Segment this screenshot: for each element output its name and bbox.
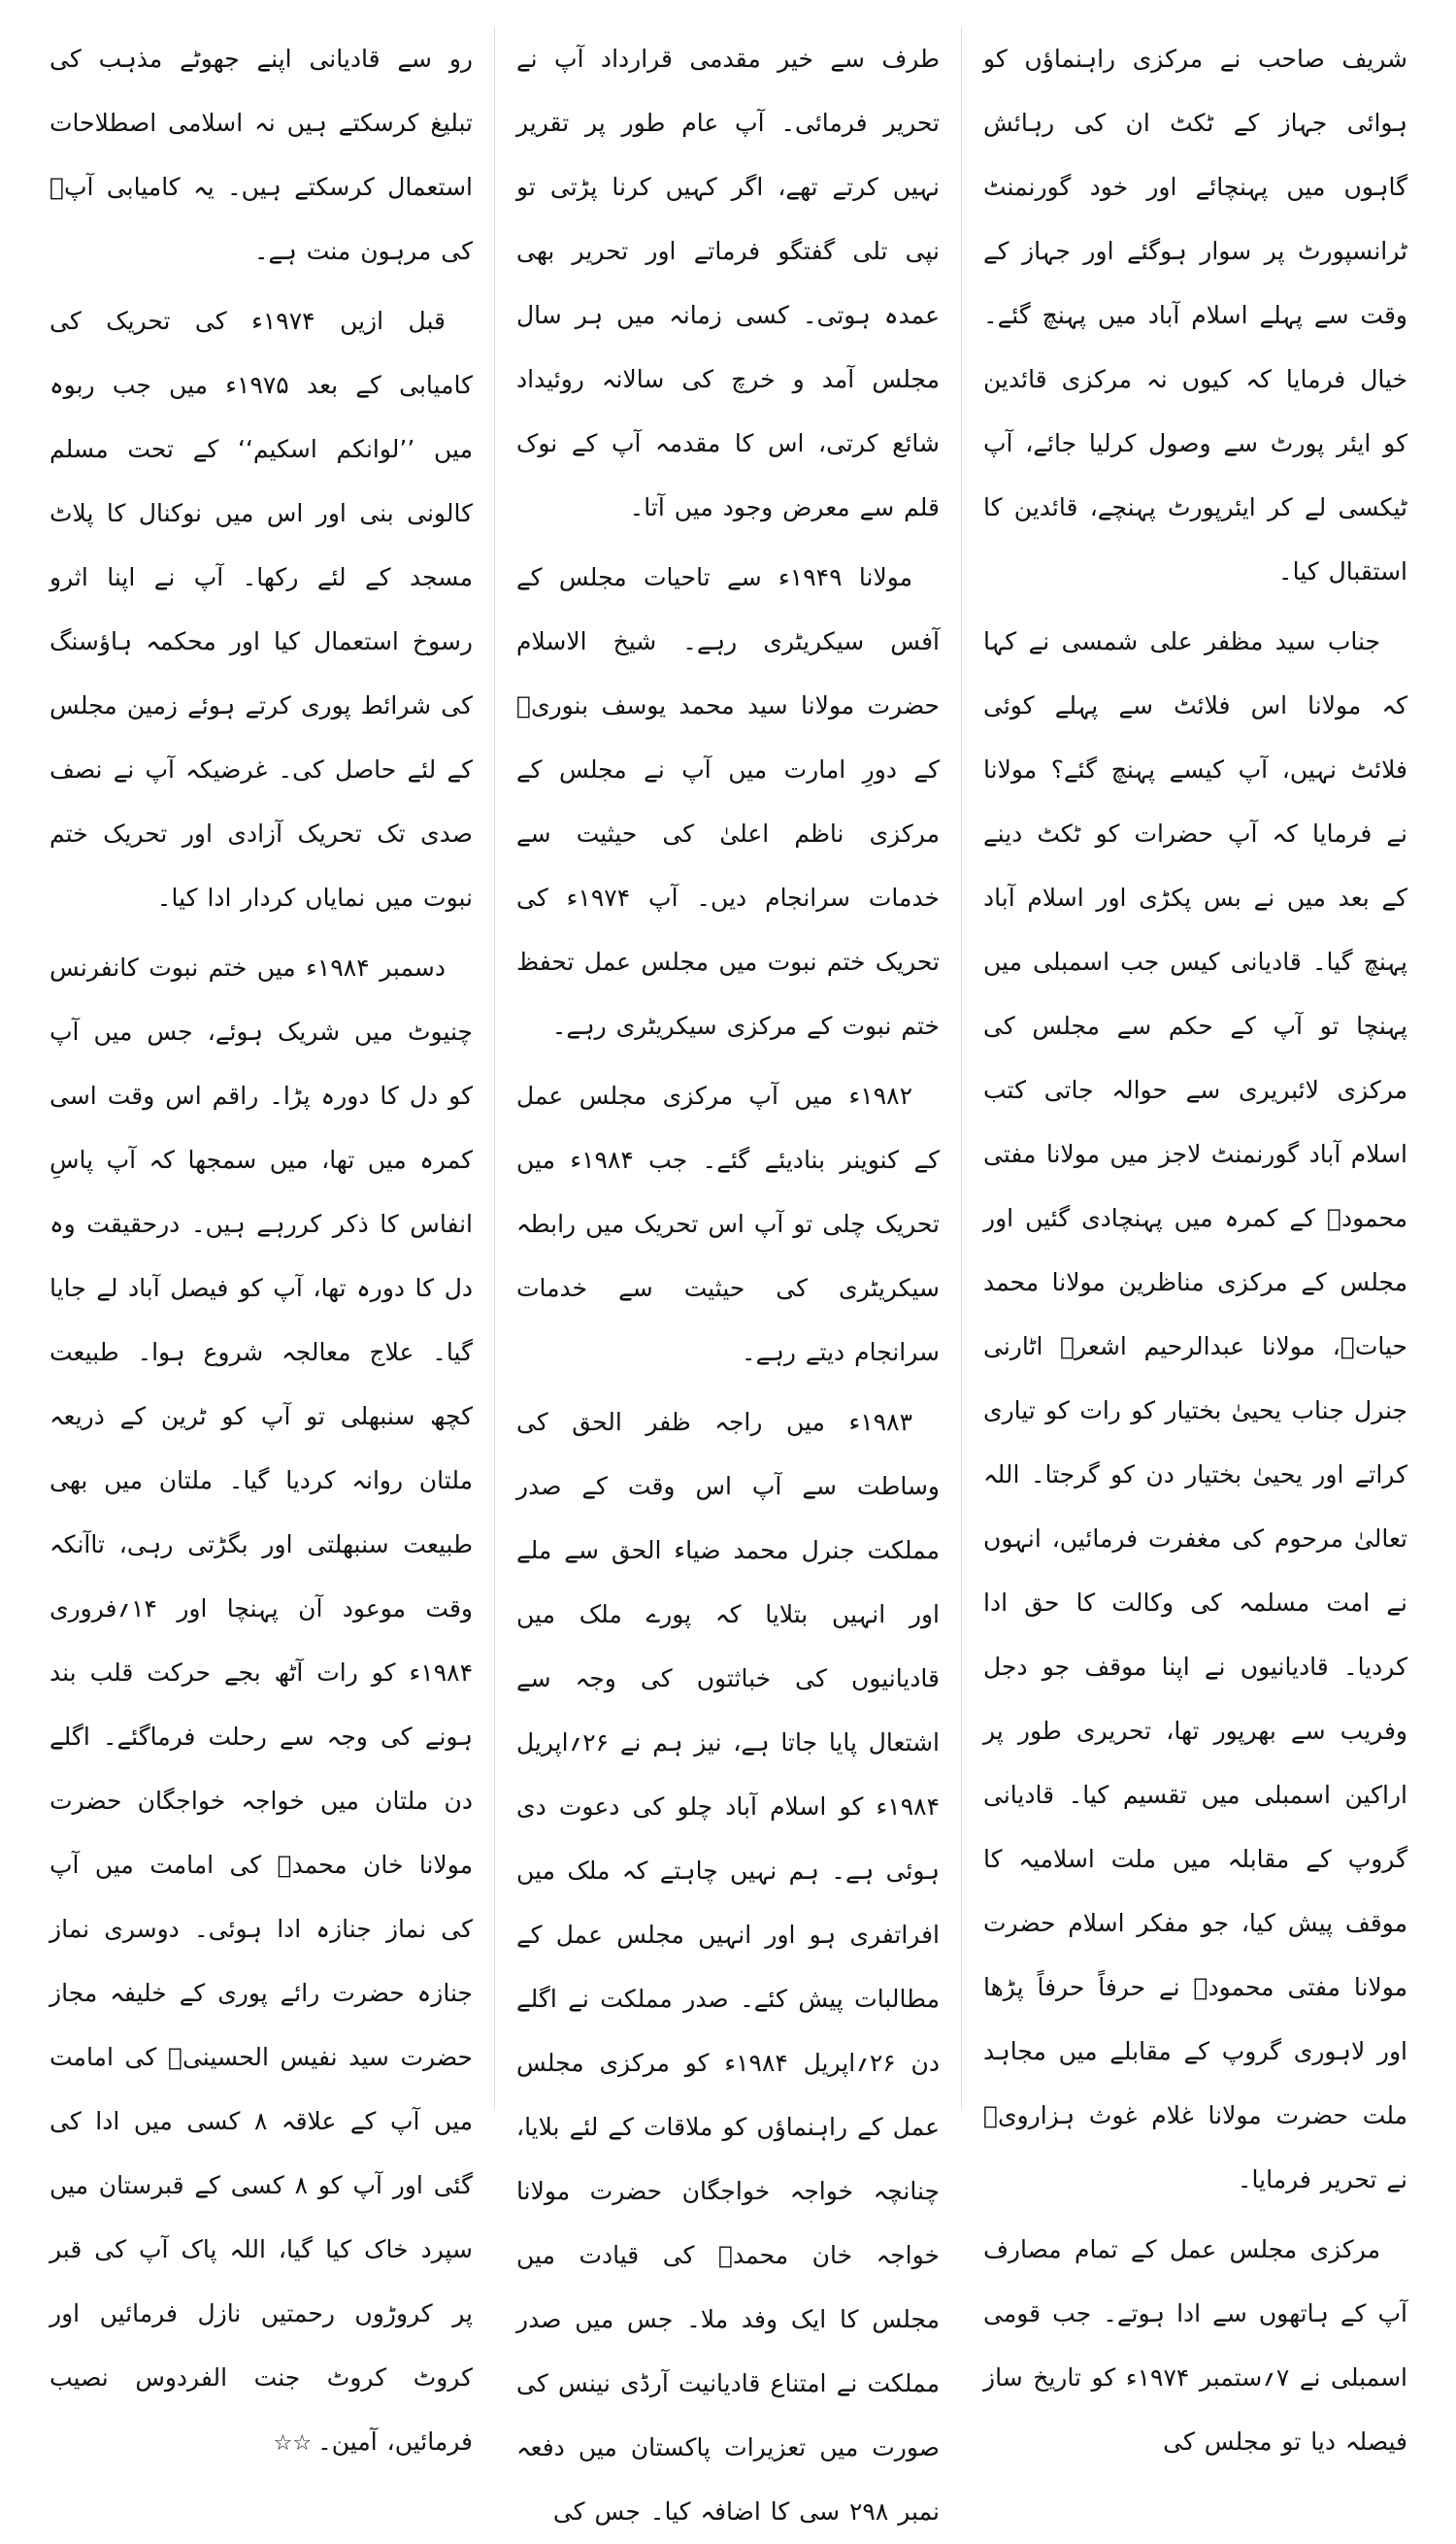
paragraph: قبل ازیں ۱۹۷۴ء کی تحریک کی کامیابی کے بعد ۱۹۷۵ء میں جب ربوہ میں ’’لوانکم اسکیم‘‘ کے تحت مسلم کالونی بنی اور اس میں نوکنال کا پلاٹ مسجد کے لئے رکھا۔ آپ نے اپنا اثرو رسوخ استعمال کیا اور محکمہ ہاؤسنگ کی شرائط پوری کرتے ہوئے زمین مجلس کے لئے حاصل کی۔ غرضیکہ آپ نے نصف صدی تک تحریک آزادی اور تحریک ختم نبوت میں نمایاں کردار ادا کیا۔ <box>50 307 473 912</box>
paragraph: طرف سے خیر مقدمی قرارداد آپ نے تحریر فرمائی۔ آپ عام طور پر تقریر نہیں کرتے تھے، اگر کہیں کرنا پڑتی تو نپی تلی گفتگو فرماتے اور تحریر بھی عمدہ ہوتی۔ کسی زمانہ میں ہر سال مجلس آمد و خرچ کی سالانہ روئیداد شائع کرتی، اس کا مقدمہ آپ کے نوک قلم سے معرض وجود میں آتا۔ <box>516 45 940 521</box>
text-column-left <box>28 27 495 2456</box>
end-of-article-mark: ☆☆ <box>273 2431 313 2456</box>
text-column-right <box>962 27 1429 2456</box>
paragraph: ۱۹۸۲ء میں آپ مرکزی مجلس عمل کے کنوینر بنادیئے گئے۔ جب ۱۹۸۴ء میں تحریک چلی تو آپ اس تحریک میں رابطہ سیکریٹری کی حیثیت سے خدمات سرانجام دیتے رہے۔ <box>516 1082 940 1366</box>
urdu-article-page <box>27 27 1429 2526</box>
paragraph-text: دسمبر ۱۹۸۴ء میں ختم نبوت کانفرنس چنیوٹ میں شریک ہوئے، جس میں آپ کو دل کا دورہ پڑا۔ راقم اس وقت اسی کمرہ میں تھا، میں سمجھا کہ آپ پاسِ انفاس کا ذکر کررہے ہیں۔ درحقیقت وہ دل کا دورہ تھا، آپ کو فیصل آباد لے جایا گیا۔ علاج معالجہ شروع ہوا۔ طبیعت کچھ سنبھلی تو آپ کو ٹرین کے ذریعہ ملتان روانہ کردیا گیا۔ ملتان میں بھی طبیعت سنبھلتی اور بگڑتی رہی، تاآنکہ وقت موعود آن پہنچا اور ۱۴؍فروری ۱۹۸۴ء کو رات آٹھ بجے حرکت قلب بند ہونے کی وجہ سے رحلت فرماگئے۔ اگلے دن ملتان میں خواجہ خواجگان حضرت مولانا خان محمدؒ کی امامت میں آپ کی نماز جنازہ ادا ہوئی۔ دوسری نماز جنازہ حضرت رائے پوری کے خلیفہ مجاز حضرت سید نفیس الحسینیؒ کی امامت میں آپ کے علاقہ ۸ کسی میں ادا کی گئی اور آپ کو ۸ کسی کے قبرستان میں سپرد خاک کیا گیا، اللہ پاک آپ کی قبر پر کروڑوں رحمتیں نازل فرمائیں اور کروٹ کروٹ جنت الفردوس نصیب فرمائیں، آمین۔ <box>50 954 473 2456</box>
paragraph: مرکزی مجلس عمل کے تمام مصارف آپ کے ہاتھوں سے ادا ہوتے۔ جب قومی اسمبلی نے ۷؍ستمبر ۱۹۷۴ء کو تاریخ ساز فیصلہ دیا تو مجلس کی <box>983 2235 1407 2456</box>
paragraph: جناب سید مظفر علی شمسی نے کہا کہ مولانا اس فلائٹ سے پہلے کوئی فلائٹ نہیں، آپ کیسے پہنچ گئے؟ مولانا نے فرمایا کہ آپ حضرات کو ٹکٹ دینے کے بعد میں نے بس پکڑی اور اسلام آباد پہنچ گیا۔ قادیانی کیس جب اسمبلی میں پہنچا تو آپ کے حکم سے مجلس کی مرکزی لائبریری سے حوالہ جاتی کتب اسلام آباد گورنمنٹ لاجز میں مولانا مفتی محمودؒ کے کمرہ میں پہنچادی گئیں اور مجلس کے مرکزی مناظرین مولانا محمد حیاتؒ، مولانا عبدالرحیم اشعرؒ اٹارنی جنرل جناب یحییٰ بختیار کو رات کو تیاری کراتے اور یحییٰ بختیار دن کو گرجتا۔ اللہ تعالیٰ مرحوم کی مغفرت فرمائیں، انہوں نے امت مسلمہ کی وکالت کا حق ادا کردیا۔ قادیانیوں نے اپنا موقف جو دجل وفریب سے بھرپور تھا، تحریری طور پر اراکین اسمبلی میں تقسیم کیا۔ قادیانی گروپ کے مقابلہ میں ملت اسلامیہ کا موقف پیش کیا، جو مفکر اسلام حضرت مولانا مفتی محمودؒ نے حرفاً حرفاً پڑھا اور لاہوری گروپ کے مقابلے میں مجاہد ملت حضرت مولانا غلام غوث ہزارویؒ نے تحریر فرمایا۔ <box>983 627 1407 2193</box>
paragraph: شریف صاحب نے مرکزی راہنماؤں کو ہوائی جہاز کے ٹکٹ ان کی رہائش گاہوں میں پہنچائے اور خود گورنمنٹ ٹرانسپورٹ پر سوار ہوگئے اور جہاز کے وقت سے پہلے اسلام آباد میں پہنچ گئے۔ خیال فرمایا کہ کیوں نہ مرکزی قائدین کو ایئر پورٹ سے وصول کرلیا جائے، آپ ٹیکسی لے کر ایئرپورٹ پہنچے، قائدین کا استقبال کیا۔ <box>983 45 1407 586</box>
paragraph: ۱۹۸۳ء میں راجہ ظفر الحق کی وساطت سے آپ اس وقت کے صدر مملکت جنرل محمد ضیاء الحق سے ملے اور انہیں بتلایا کہ پورے ملک میں قادیانیوں کی خباثتوں کی وجہ سے اشتعال پایا جاتا ہے، نیز ہم نے ۲۶؍اپریل ۱۹۸۴ء کو اسلام آباد چلو کی دعوت دی ہوئی ہے۔ ہم نہیں چاہتے کہ ملک میں افراتفری ہو اور انہیں مجلس عمل کے مطالبات پیش کئے۔ صدر مملکت نے اگلے دن ۲۶؍اپریل ۱۹۸۴ء کو مرکزی مجلس عمل کے راہنماؤں کو ملاقات کے لئے بلایا، چنانچہ خواجہ خواجگان حضرت مولانا خواجہ خان محمدؒ کی قیادت میں مجلس کا ایک وفد ملا۔ جس میں صدر مملکت نے امتناع قادیانیت آرڈی نینس کی صورت میں تعزیرات پاکستان میں دفعہ نمبر ۲۹۸ سی کا اضافہ کیا۔ جس کی <box>516 1408 940 2526</box>
paragraph: مولانا ۱۹۴۹ء سے تاحیات مجلس کے آفس سیکریٹری رہے۔ شیخ الاسلام حضرت مولانا سید محمد یوسف بنوریؒ کے دورِ امارت میں آپ نے مجلس کے مرکزی ناظم اعلیٰ کی حیثیت سے خدمات سرانجام دیں۔ آپ ۱۹۷۴ء کی تحریک ختم نبوت میں مجلس عمل تحفظ ختم نبوت کے مرکزی سیکریٹری رہے۔ <box>516 563 940 1040</box>
paragraph: رو سے قادیانی اپنے جھوٹے مذہب کی تبلیغ کرسکتے ہیں نہ اسلامی اصطلاحات استعمال کرسکتے ہیں۔ یہ کامیابی آپؒ کی مرہون منت ہے۔ <box>50 45 473 265</box>
text-column-middle <box>495 27 962 2526</box>
paragraph <box>50 936 473 2476</box>
